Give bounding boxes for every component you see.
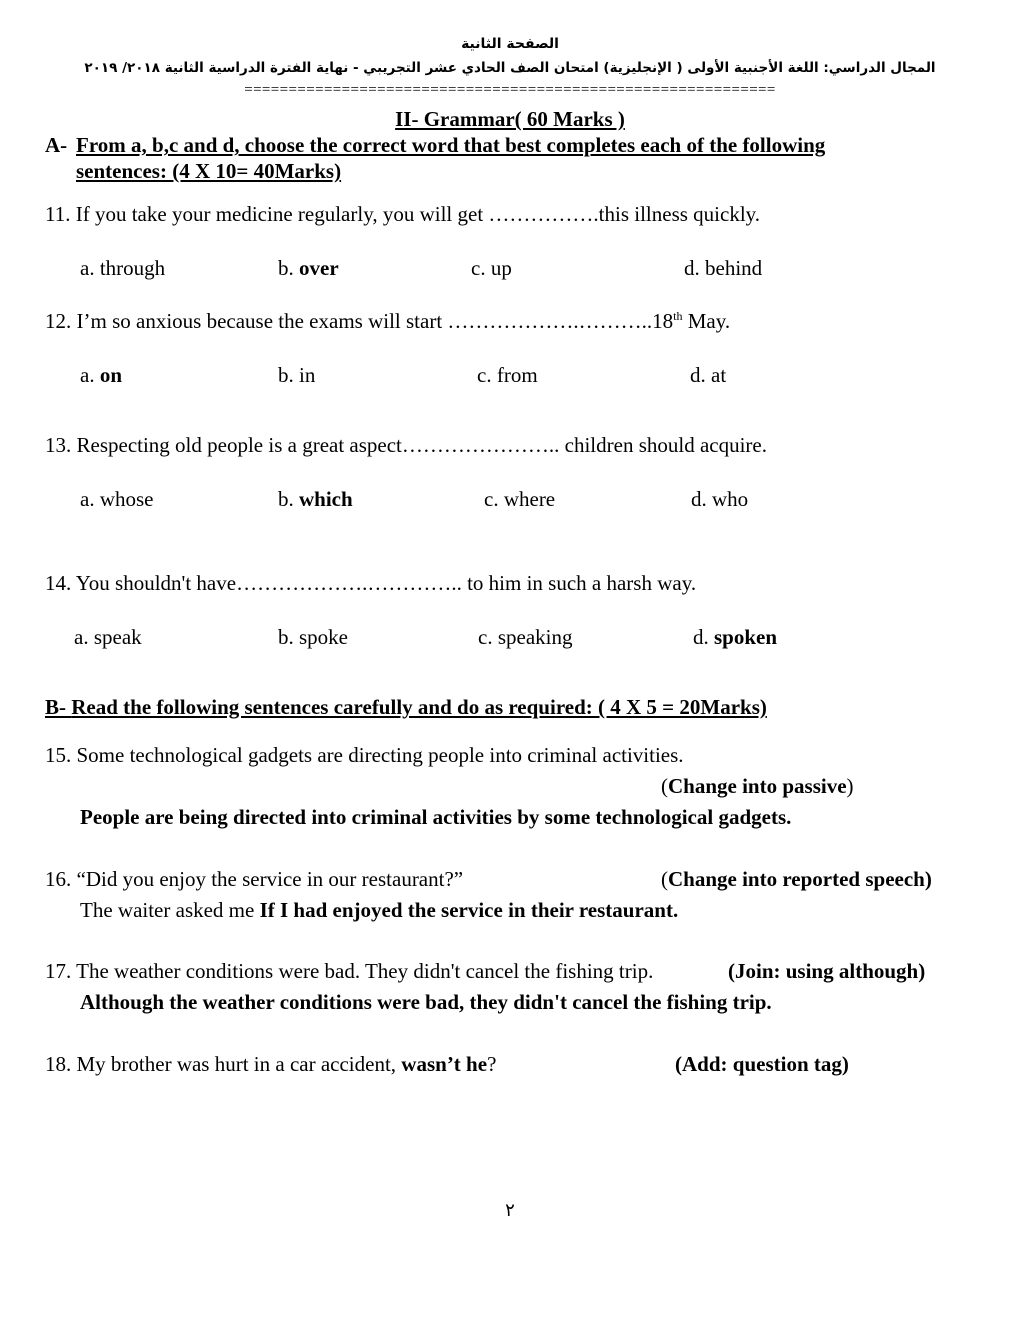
question-number: 16. — [45, 867, 72, 891]
question-18-instruction: (Add: question tag) — [675, 1052, 849, 1076]
option-13c: c. where — [484, 487, 556, 511]
option-14d: d. spoken — [693, 625, 778, 649]
question-text: I’m so anxious because the exams will start ……………….………..18 — [76, 309, 674, 333]
option-11d: d. behind — [684, 256, 763, 280]
option-13b: b. which — [278, 487, 353, 511]
section-title: II- Grammar( 60 Marks ) — [395, 107, 625, 131]
ordinal-superscript: th — [673, 309, 683, 323]
question-17-answer: Although the weather conditions were bad, they didn't cancel the fishing trip. — [80, 990, 772, 1014]
option-14a: a. speak — [74, 625, 142, 649]
option-11c: c. up — [471, 256, 512, 280]
option-14c: c. speaking — [478, 625, 573, 649]
option-12a: a. on — [80, 363, 123, 387]
question-16 — [45, 867, 463, 892]
option-12c: c. from — [477, 363, 538, 387]
question-17 — [45, 959, 653, 984]
question-16-answer: The waiter asked me If I had enjoyed the service in their restaurant. — [80, 898, 679, 922]
question-18: 18. My brother was hurt in a car accident, wasn’t he? — [45, 1052, 497, 1076]
question-text: Some technological gadgets are directing people into criminal activities. — [76, 743, 684, 767]
page-number: ٢ — [505, 1200, 515, 1221]
question-15-instruction: (Change into passive) — [661, 774, 854, 798]
question-11 — [45, 202, 760, 227]
option-13a: a. whose — [80, 487, 154, 511]
question-tag-answer: wasn’t he — [401, 1052, 488, 1076]
option-11a: a. through — [80, 256, 166, 280]
option-14b: b. spoke — [278, 625, 348, 649]
question-15-answer: People are being directed into criminal activities by some technological gadgets. — [80, 805, 792, 829]
question-text: “Did you enjoy the service in our restaurant?” — [76, 867, 464, 891]
question-number: 11. — [45, 202, 71, 226]
question-text: You shouldn't have……………….………….. to him in such a harsh way. — [75, 571, 697, 595]
part-a-instruction-line2: sentences: (4 X 10= 40Marks) — [76, 159, 342, 183]
question-number: 17. — [45, 959, 72, 983]
option-13d: d. who — [691, 487, 749, 511]
arabic-exam-header: المجال الدراسي: اللغة الأجنبية الأولى ( الإنجليزية) امتحان الصف الحادي عشر التجريبي - نهاية الفترة الدراسية الثانية ٢٠١٨/ ٢٠١٩ — [84, 60, 936, 76]
question-number: 15. — [45, 743, 72, 767]
option-11b: b. over — [278, 256, 339, 280]
part-a-label: A- — [45, 133, 68, 157]
question-text: My brother was hurt in a car accident, — [76, 1052, 402, 1076]
option-12d: d. at — [690, 363, 727, 387]
question-12: 12. I’m so anxious because the exams will start ……………….………..18th May. — [45, 309, 731, 333]
question-number: 13. — [45, 433, 72, 457]
part-b-label: B- — [45, 695, 66, 719]
part-b-heading — [45, 695, 767, 720]
question-14 — [45, 571, 696, 596]
option-12b: b. in — [278, 363, 316, 387]
part-b-instruction: Read the following sentences carefully and do as required: ( 4 X 5 = 20Marks) — [71, 695, 767, 719]
header-divider: ============================================================ — [244, 82, 776, 98]
question-text: The weather conditions were bad. They didn't cancel the fishing trip. — [76, 959, 654, 983]
arabic-page-label: الصفحة الثانية — [461, 36, 559, 52]
question-text: If you take your medicine regularly, you will get …………….this illness quickly. — [75, 202, 761, 226]
question-17-instruction: (Join: using although) — [728, 959, 926, 983]
part-a-instruction-line1: From a, b,c and d, choose the correct word that best completes each of the following — [76, 133, 826, 157]
question-text: Respecting old people is a great aspect………………….. children should acquire. — [76, 433, 767, 457]
question-15 — [45, 743, 684, 768]
question-16-instruction: (Change into reported speech) — [661, 867, 932, 891]
question-13 — [45, 433, 767, 458]
question-number: 18. — [45, 1052, 72, 1076]
question-number: 12. — [45, 309, 72, 333]
question-number: 14. — [45, 571, 72, 595]
